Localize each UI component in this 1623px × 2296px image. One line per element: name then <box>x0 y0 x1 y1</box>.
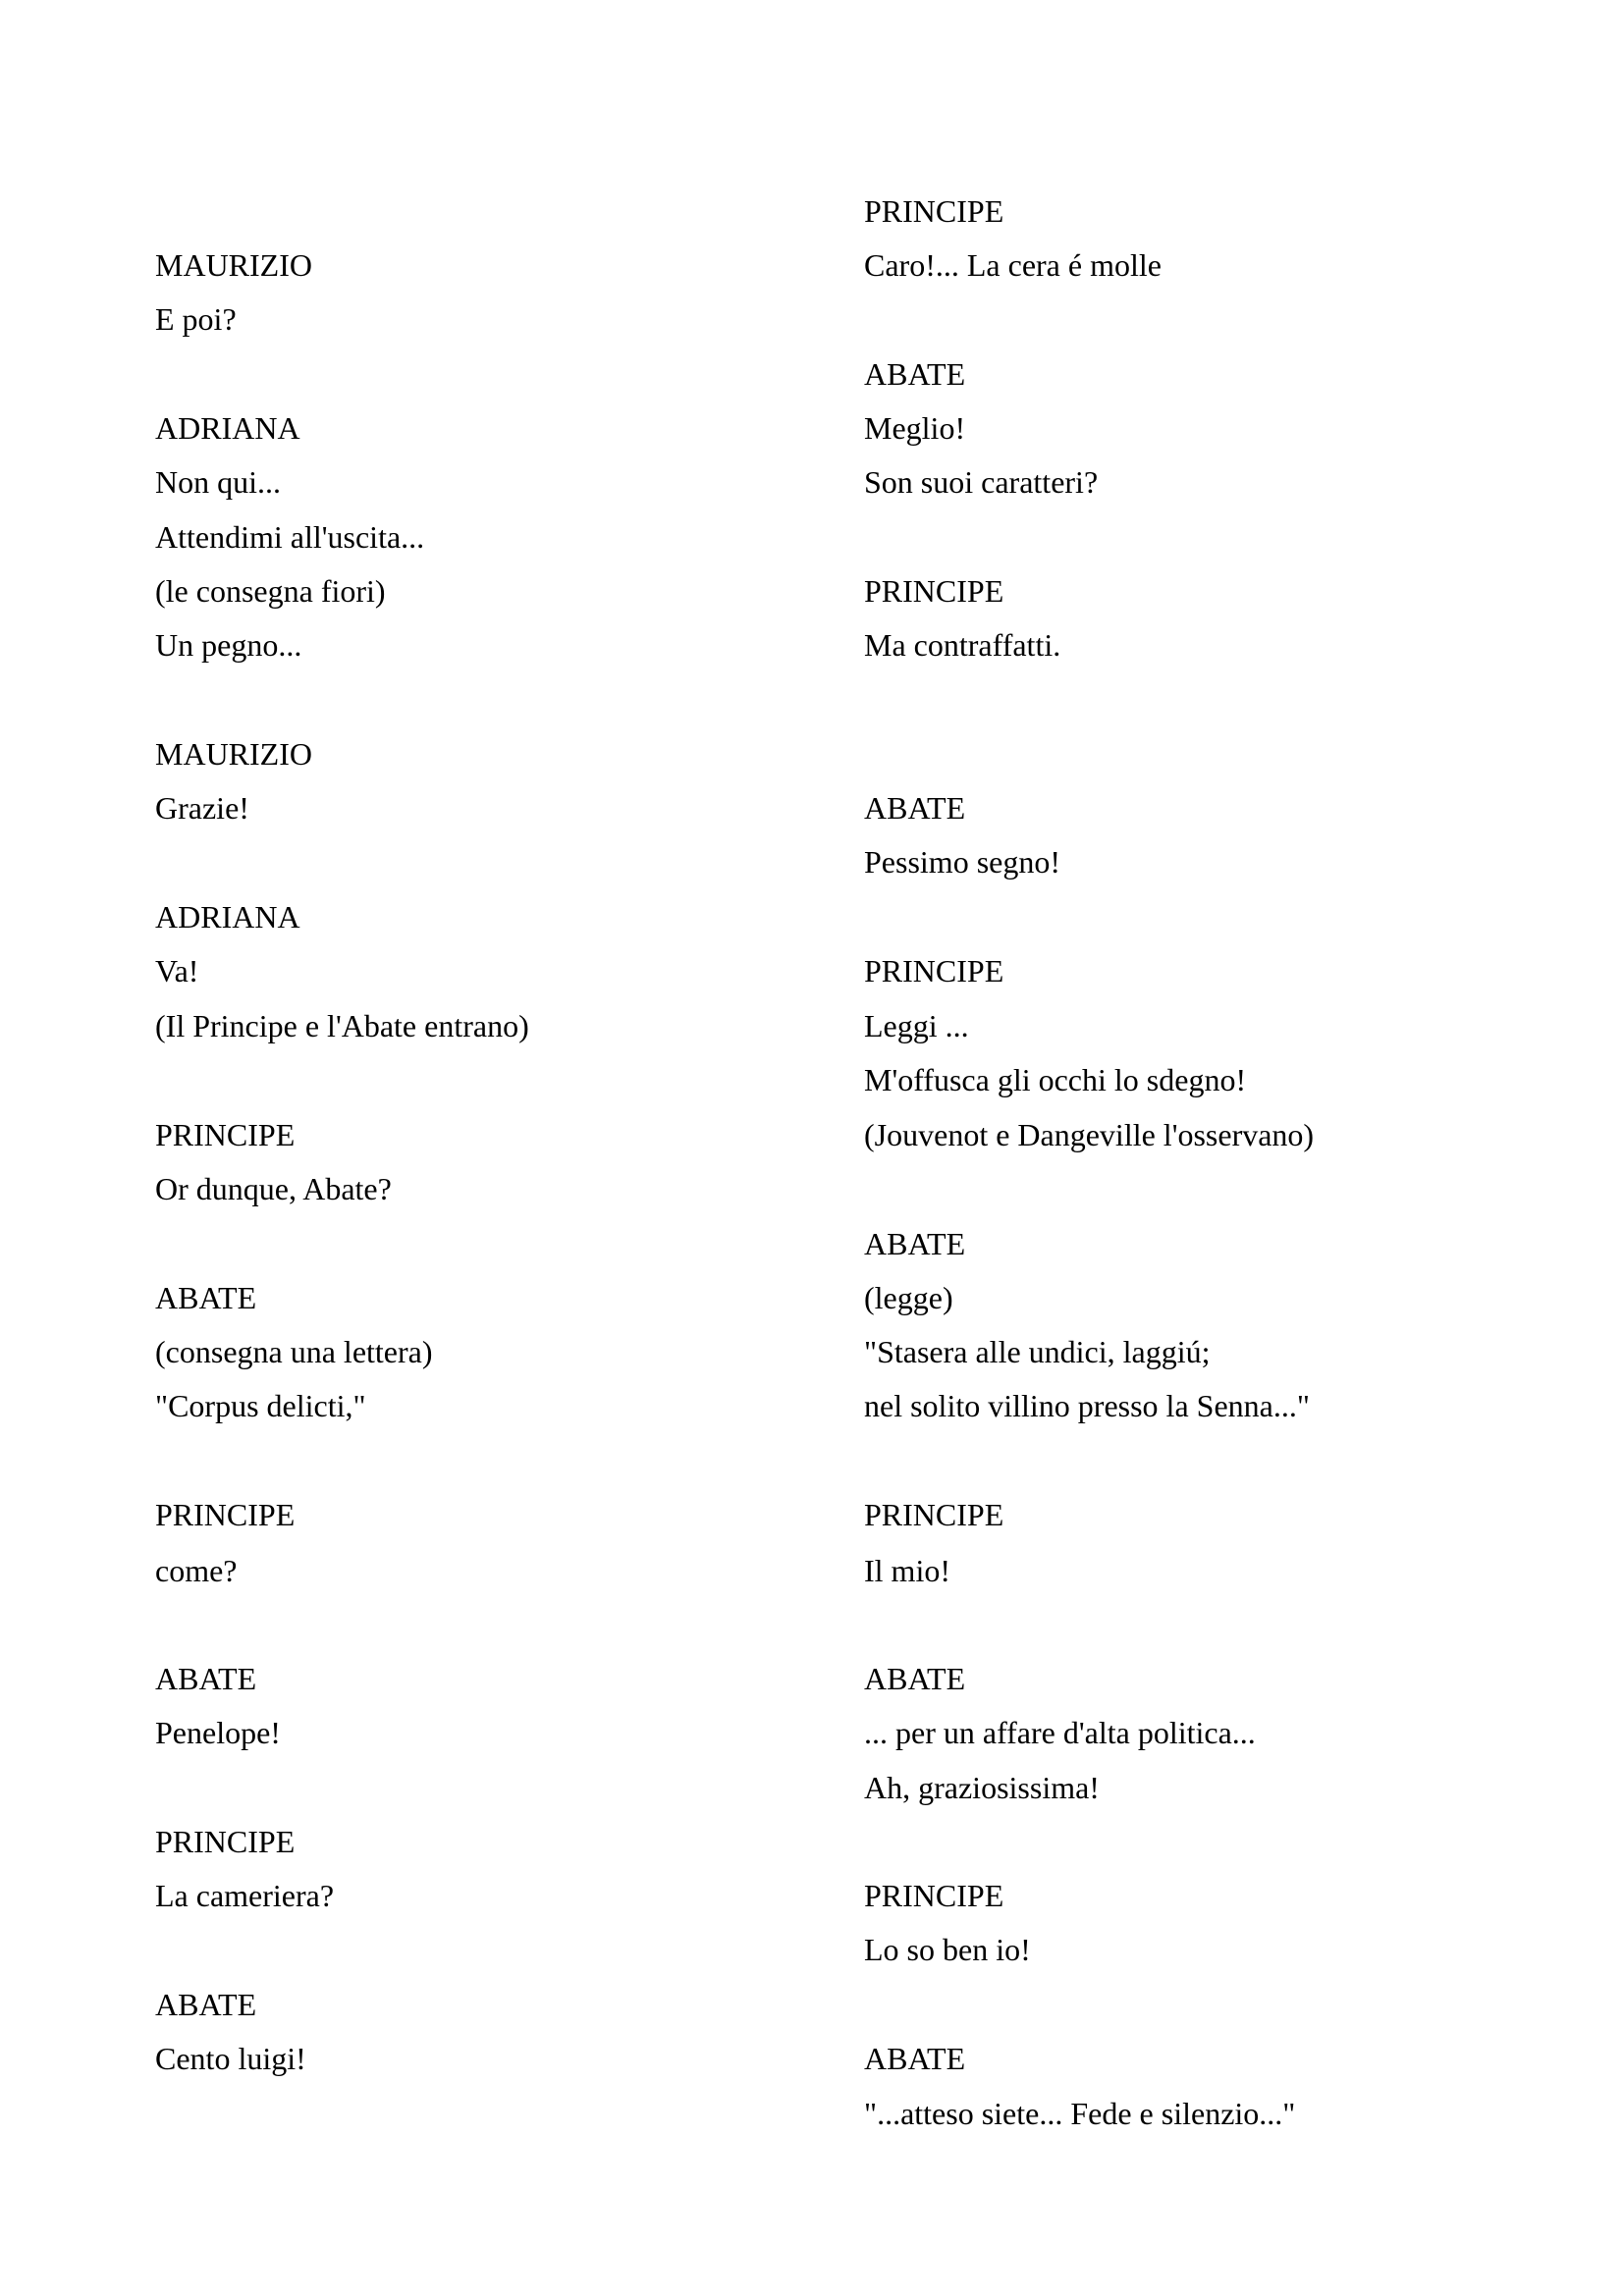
speaker-label: ABATE <box>155 1661 257 1696</box>
dialogue-line: "Corpus delicti," <box>155 1388 366 1423</box>
speaker-label: ADRIANA <box>155 899 300 934</box>
dialogue-line: Son suoi caratteri? <box>864 464 1099 500</box>
speaker-label: ABATE <box>864 2041 966 2076</box>
dialogue-line: come? <box>155 1553 238 1588</box>
speaker-label: ABATE <box>864 1226 966 1261</box>
dialogue-line: Ma contraffatti. <box>864 627 1061 663</box>
dialogue-line: Pessimo segno! <box>864 844 1060 880</box>
dialogue-line: Ah, graziosissima! <box>864 1770 1100 1805</box>
dialogue-line: Leggi ... <box>864 1008 969 1043</box>
dialogue-line: nel solito villino presso la Senna..." <box>864 1388 1310 1423</box>
dialogue-line: Un pegno... <box>155 627 302 663</box>
speaker-label: PRINCIPE <box>864 193 1004 229</box>
stage-direction: (consegna una lettera) <box>155 1334 433 1369</box>
dialogue-line: Or dunque, Abate? <box>155 1171 392 1206</box>
speaker-label: PRINCIPE <box>155 1497 296 1532</box>
dialogue-line: "Stasera alle undici, laggiú; <box>864 1334 1211 1369</box>
speaker-label: PRINCIPE <box>864 1497 1004 1532</box>
speaker-label: PRINCIPE <box>155 1824 296 1859</box>
dialogue-line: M'offusca gli occhi lo sdegno! <box>864 1062 1247 1097</box>
dialogue-line: Cento luigi! <box>155 2041 306 2076</box>
speaker-label: PRINCIPE <box>864 573 1004 609</box>
right-column <box>864 0 1551 2296</box>
speaker-label: MAURIZIO <box>155 247 312 283</box>
speaker-label: MAURIZIO <box>155 736 312 772</box>
stage-direction: (legge) <box>864 1280 953 1315</box>
dialogue-line: "...atteso siete... Fede e silenzio..." <box>864 2096 1296 2131</box>
speaker-label: ADRIANA <box>155 410 300 446</box>
speaker-label: ABATE <box>155 1280 257 1315</box>
dialogue-line: Lo so ben io! <box>864 1932 1031 1967</box>
dialogue-line: Va! <box>155 953 199 988</box>
dialogue-line: Grazie! <box>155 790 249 826</box>
speaker-label: ABATE <box>864 1661 966 1696</box>
dialogue-line: Non qui... <box>155 464 281 500</box>
dialogue-line: ... per un affare d'alta politica... <box>864 1715 1256 1750</box>
speaker-label: PRINCIPE <box>155 1117 296 1152</box>
dialogue-line: Attendimi all'uscita... <box>155 519 425 555</box>
left-column <box>155 0 842 2296</box>
dialogue-line: E poi? <box>155 301 237 337</box>
dialogue-line: Caro!... La cera é molle <box>864 247 1162 283</box>
stage-direction: (Jouvenot e Dangeville l'osservano) <box>864 1117 1315 1152</box>
dialogue-line: Penelope! <box>155 1715 281 1750</box>
speaker-label: PRINCIPE <box>864 1878 1004 1913</box>
speaker-label: ABATE <box>864 356 966 392</box>
speaker-label: ABATE <box>155 1987 257 2022</box>
stage-direction: (Il Principe e l'Abate entrano) <box>155 1008 529 1043</box>
speaker-label: ABATE <box>864 790 966 826</box>
dialogue-line: La cameriera? <box>155 1878 335 1913</box>
speaker-label: PRINCIPE <box>864 953 1004 988</box>
stage-direction: (le consegna fiori) <box>155 573 386 609</box>
dialogue-line: Meglio! <box>864 410 966 446</box>
dialogue-line: Il mio! <box>864 1553 950 1588</box>
